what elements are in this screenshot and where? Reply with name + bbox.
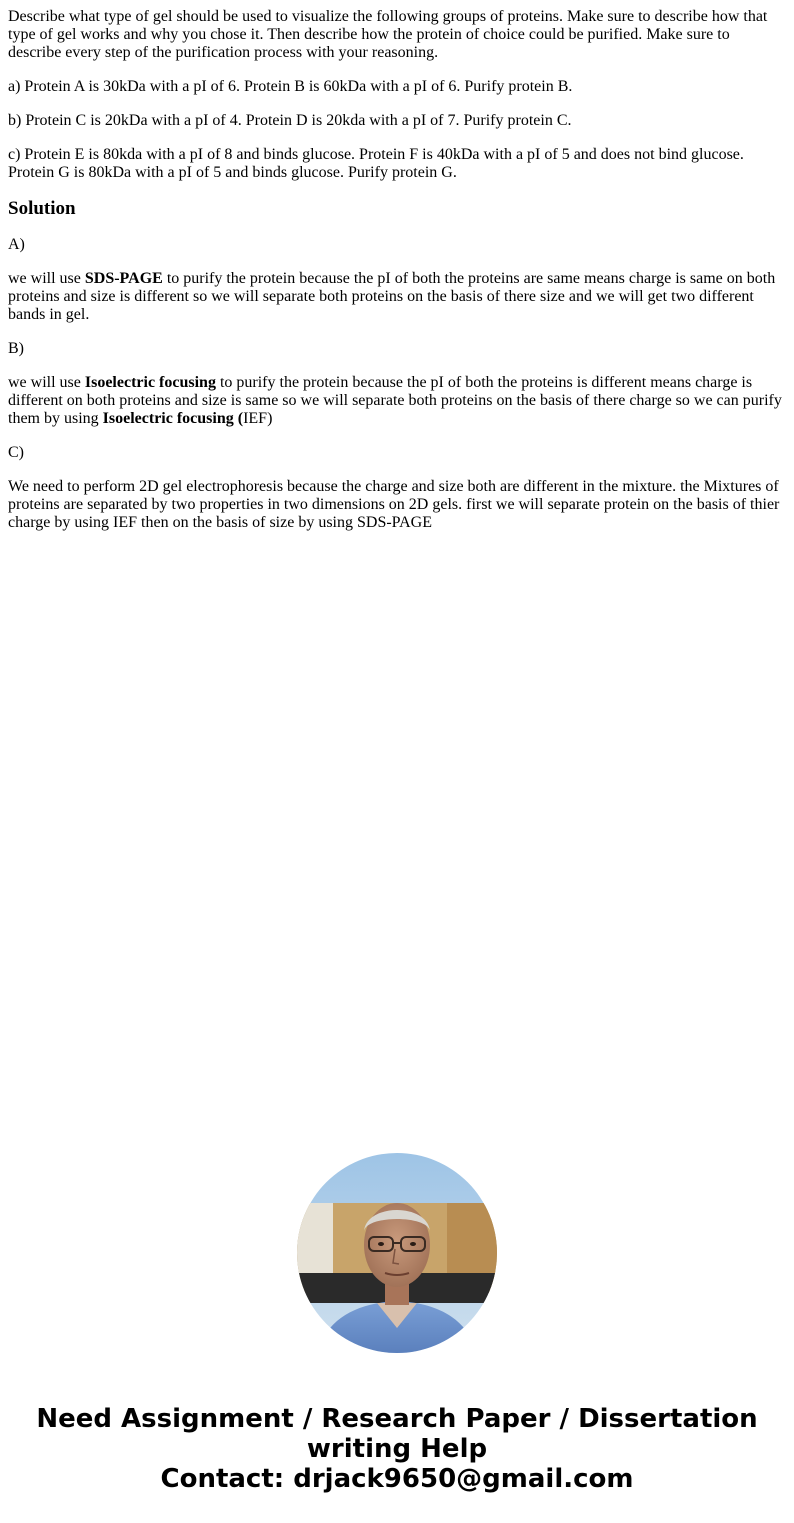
answer-a-pre: we will use: [8, 270, 85, 287]
promo-line-1: Need Assignment / Research Paper / Dissertation: [36, 1404, 758, 1434]
document-body: [8, 8, 786, 548]
promo-contact: Contact: drjack9650@gmail.com: [160, 1464, 634, 1494]
solution-heading: Solution: [8, 198, 76, 219]
answer-a-post: to purify the protein because the pI of both the proteins are same means charge is same on both proteins and size is different so we will separate both proteins on the basis of there size and we will get two different bands in gel.: [8, 270, 776, 323]
answer-b-post: IEF): [243, 410, 273, 427]
answer-b: [8, 374, 786, 428]
author-photo-image: [297, 1153, 497, 1353]
answer-a-label: A): [8, 236, 25, 253]
question-intro: Describe what type of gel should be used to visualize the following groups of proteins. Make sure to describe how that type of gel works and why you chose it. Then describe how the protein of choice could be purified. Make sure to describe every step of the purification process with your reasoning.: [8, 8, 768, 61]
promo-line-2: writing Help: [306, 1434, 488, 1464]
answer-c: We need to perform 2D gel electrophoresis because the charge and size both are different in the mixture. the Mixtures of proteins are separated by two properties in two dimensions on 2D gels. first we will separate protein on the basis of thier charge by using IEF then on the basis of size by using SDS-PAGE: [8, 478, 780, 531]
answer-b-bold-2: Isoelectric focusing (: [102, 410, 244, 427]
question-part-b: b) Protein C is 20kDa with a pI of 4. Protein D is 20kda with a pI of 7. Purify protein C.: [8, 112, 572, 129]
answer-a-bold: SDS-PAGE: [84, 270, 163, 287]
answer-b-mid: to purify the protein because the pI of both the proteins is different means charge is different on both proteins and size is same so we will separate both proteins on the basis of there charge so we can purify them by using: [8, 374, 782, 427]
answer-a: [8, 270, 786, 324]
answer-b-pre: we will use: [8, 374, 85, 391]
answer-b-bold-1: Isoelectric focusing: [84, 374, 216, 391]
answer-c-label: C): [8, 444, 24, 461]
author-photo: [297, 1153, 497, 1353]
question-part-c: c) Protein E is 80kda with a pI of 8 and binds glucose. Protein F is 40kDa with a pI of 5 and does not bind glucose. Protein G is 80kDa with a pI of 5 and binds glucose. Purify protein G.: [8, 146, 744, 181]
answer-b-label: B): [8, 340, 24, 357]
promo-footer: [0, 1404, 794, 1494]
question-part-a: a) Protein A is 30kDa with a pI of 6. Protein B is 60kDa with a pI of 6. Purify protein B.: [8, 78, 573, 95]
